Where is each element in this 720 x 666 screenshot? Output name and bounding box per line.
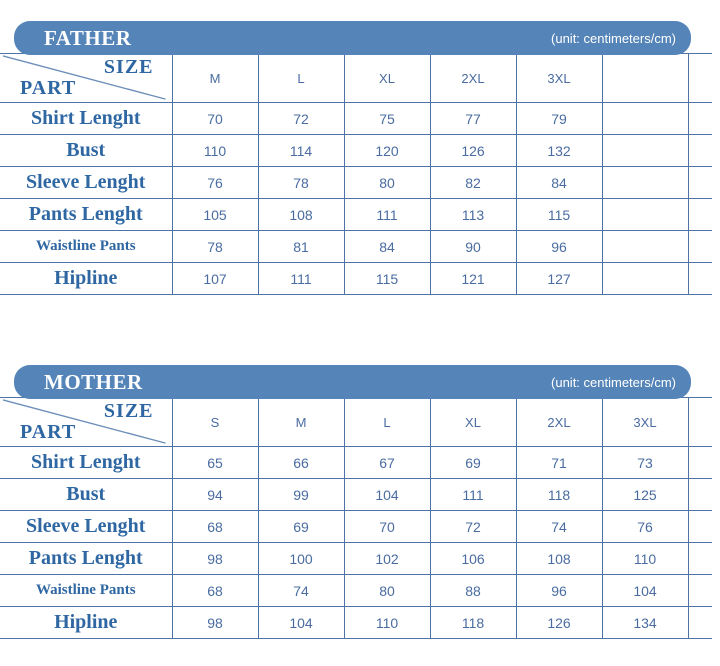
size-value: 72 [430, 511, 516, 543]
size-col-header: L [344, 398, 430, 447]
unit-label: (unit: centimeters/cm) [551, 30, 676, 46]
size-value: 114 [258, 135, 344, 167]
cut-column-cell [688, 607, 712, 639]
corner-size-label: SIZE [103, 400, 154, 422]
row-label: Sleeve Lenght [0, 511, 172, 543]
table-row [0, 511, 712, 543]
table-row [0, 543, 712, 575]
size-value: 68 [172, 575, 258, 607]
size-value: 84 [344, 231, 430, 263]
size-value: 113 [430, 199, 516, 231]
size-value: 98 [172, 607, 258, 639]
size-value [602, 135, 688, 167]
size-value [602, 199, 688, 231]
size-value [602, 231, 688, 263]
size-value: 67 [344, 447, 430, 479]
size-value: 69 [430, 447, 516, 479]
size-value: 111 [258, 263, 344, 295]
corner-part-label: PART [20, 421, 77, 443]
size-header-row [0, 54, 712, 103]
size-value: 96 [516, 575, 602, 607]
size-value: 78 [258, 167, 344, 199]
size-value: 118 [430, 607, 516, 639]
size-col-header: XL [344, 54, 430, 103]
size-value [602, 263, 688, 295]
cut-column-cell [688, 231, 712, 263]
mother-header-bar [14, 365, 691, 399]
size-value: 125 [602, 479, 688, 511]
size-value: 66 [258, 447, 344, 479]
size-value: 72 [258, 103, 344, 135]
row-label: Waistline Pants [0, 231, 172, 263]
size-value: 94 [172, 479, 258, 511]
table-row [0, 263, 712, 295]
size-value: 69 [258, 511, 344, 543]
row-label: Pants Lenght [0, 199, 172, 231]
cut-column-cell [688, 511, 712, 543]
mother-size-chart [0, 365, 720, 650]
size-col-header: L [258, 54, 344, 103]
size-part-corner-cell [0, 54, 172, 103]
table-row [0, 199, 712, 231]
cut-column-cell [688, 263, 712, 295]
table-row [0, 103, 712, 135]
unit-label: (unit: centimeters/cm) [551, 374, 676, 390]
size-value: 78 [172, 231, 258, 263]
size-value: 118 [516, 479, 602, 511]
size-value: 96 [516, 231, 602, 263]
size-value: 127 [516, 263, 602, 295]
size-value: 110 [172, 135, 258, 167]
size-col-header: 2XL [516, 398, 602, 447]
size-value: 75 [344, 103, 430, 135]
size-value: 80 [344, 575, 430, 607]
table-row [0, 135, 712, 167]
table-title: MOTHER [44, 369, 143, 394]
size-value: 70 [172, 103, 258, 135]
size-value: 82 [430, 167, 516, 199]
size-value: 134 [602, 607, 688, 639]
size-value: 132 [516, 135, 602, 167]
father-size-chart [0, 21, 720, 306]
row-label: Bust [0, 479, 172, 511]
row-label: Pants Lenght [0, 543, 172, 575]
size-value: 104 [258, 607, 344, 639]
size-value: 110 [344, 607, 430, 639]
table-title: FATHER [44, 25, 132, 50]
size-value: 74 [516, 511, 602, 543]
cut-column-cell [688, 447, 712, 479]
size-value: 76 [172, 167, 258, 199]
father-table [0, 53, 712, 295]
size-value [602, 167, 688, 199]
size-value: 71 [516, 447, 602, 479]
size-value: 68 [172, 511, 258, 543]
size-value: 126 [430, 135, 516, 167]
size-col-header: XL [430, 398, 516, 447]
father-header-bar [14, 21, 691, 55]
size-value: 107 [172, 263, 258, 295]
mother-table [0, 397, 712, 639]
table-row [0, 167, 712, 199]
cut-column-cell [688, 103, 712, 135]
size-part-corner-cell [0, 398, 172, 447]
row-label: Bust [0, 135, 172, 167]
corner-size-label: SIZE [103, 56, 154, 78]
row-label: Hipline [0, 607, 172, 639]
cut-column-cell [688, 575, 712, 607]
size-value: 65 [172, 447, 258, 479]
size-value: 121 [430, 263, 516, 295]
cut-column-cell [688, 479, 712, 511]
size-col-header: S [172, 398, 258, 447]
table-row [0, 447, 712, 479]
size-value: 98 [172, 543, 258, 575]
size-value: 80 [344, 167, 430, 199]
size-value: 90 [430, 231, 516, 263]
table-row [0, 479, 712, 511]
size-value: 76 [602, 511, 688, 543]
size-value: 70 [344, 511, 430, 543]
cut-column-cell [688, 167, 712, 199]
size-value: 115 [344, 263, 430, 295]
size-value: 108 [258, 199, 344, 231]
table-row [0, 575, 712, 607]
size-value: 115 [516, 199, 602, 231]
cut-column-cell [688, 199, 712, 231]
size-value: 102 [344, 543, 430, 575]
table-row [0, 607, 712, 639]
size-value: 126 [516, 607, 602, 639]
size-value: 108 [516, 543, 602, 575]
row-label: Shirt Lenght [0, 103, 172, 135]
size-value: 74 [258, 575, 344, 607]
size-value [602, 103, 688, 135]
cut-column-cell [688, 543, 712, 575]
size-value: 111 [344, 199, 430, 231]
size-value: 88 [430, 575, 516, 607]
size-value: 106 [430, 543, 516, 575]
size-col-header: 2XL [430, 54, 516, 103]
size-value: 111 [430, 479, 516, 511]
size-value: 84 [516, 167, 602, 199]
cut-column-cell [688, 54, 712, 103]
size-header-row [0, 398, 712, 447]
size-value: 81 [258, 231, 344, 263]
size-value: 77 [430, 103, 516, 135]
size-col-header [602, 54, 688, 103]
size-value: 110 [602, 543, 688, 575]
cut-column-cell [688, 398, 712, 447]
table-row [0, 231, 712, 263]
size-value: 99 [258, 479, 344, 511]
size-value: 104 [344, 479, 430, 511]
row-label: Sleeve Lenght [0, 167, 172, 199]
size-value: 100 [258, 543, 344, 575]
size-value: 73 [602, 447, 688, 479]
cut-column-cell [688, 135, 712, 167]
size-value: 105 [172, 199, 258, 231]
corner-part-label: PART [20, 77, 77, 99]
size-value: 120 [344, 135, 430, 167]
size-col-header: M [172, 54, 258, 103]
size-col-header: M [258, 398, 344, 447]
size-value: 104 [602, 575, 688, 607]
size-col-header: 3XL [602, 398, 688, 447]
size-col-header: 3XL [516, 54, 602, 103]
size-value: 79 [516, 103, 602, 135]
row-label: Hipline [0, 263, 172, 295]
row-label: Shirt Lenght [0, 447, 172, 479]
row-label: Waistline Pants [0, 575, 172, 607]
